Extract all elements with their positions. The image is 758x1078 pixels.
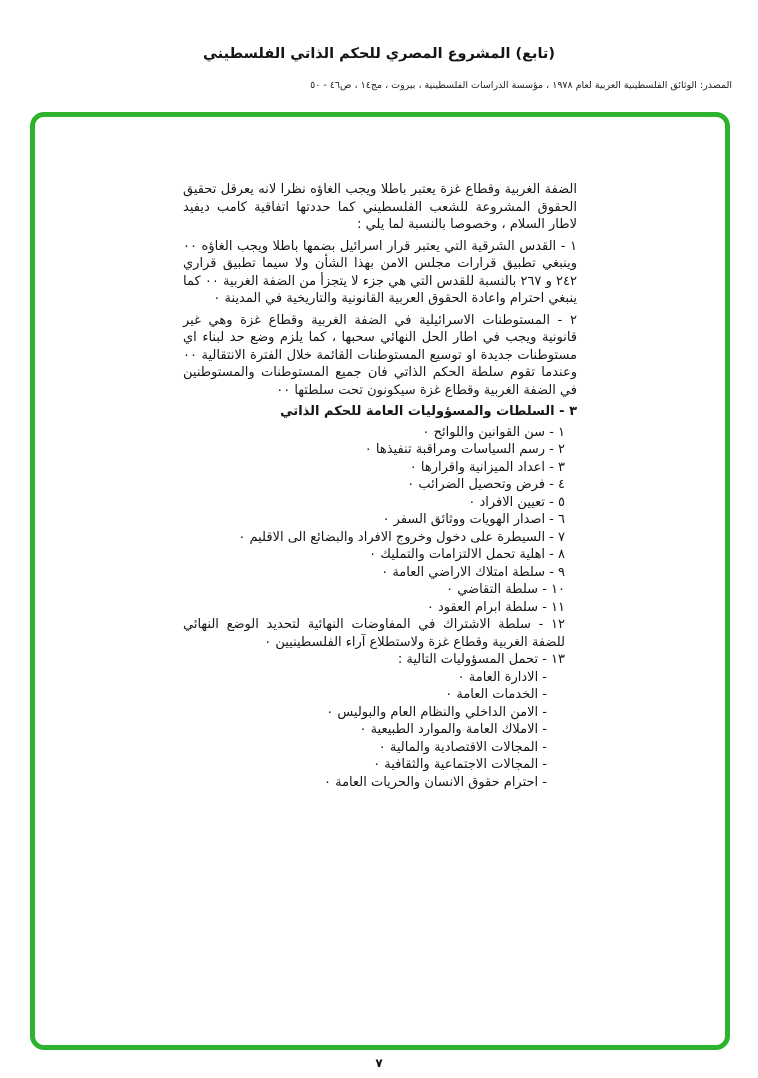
text-block: - الخدمات العامة ٠ <box>445 687 547 702</box>
text-block: ٤ - فرض وتحصيل الضرائب ٠ <box>407 477 565 492</box>
document-frame <box>30 112 730 1050</box>
section-heading: ٣ - السلطات والمسؤوليات العامة للحكم الذاتي <box>280 404 577 419</box>
text-block: ١٠ - سلطة التقاضي ٠ <box>446 582 565 597</box>
source-citation: المصدر: الوثائق الفلسطينية العربية لعام ١٩٧٨ ، مؤسسة الدراسات الفلسطينية ، بيروت ، مج١٤ ، ص٤٦ - ٥٠ <box>310 80 732 91</box>
text-block: ٨ - اهلية تحمل الالتزامات والتمليك ٠ <box>369 547 565 562</box>
text-block: ٢ - المستوطنات الاسرائيلية في الضفة الغربية وقطاع غزة وهي غير قانونية ويجب في اطار الحل النهائي سحبها ، كما يلزم وضع حد لبناء اي مستوطنات جديدة او توسيع المستوطنات القائمة خلال الفترة الانتقالية ٠٠ وعندما تقوم سلطة الحكم الذاتي فان جميع المستوطنات والمستوطنين في الضفة الغربية وقطاع غزة سيكونون تحت سلطتها ٠٠ <box>183 312 577 398</box>
text-block: ١١ - سلطة ابرام العقود ٠ <box>426 599 565 615</box>
text-block: - احترام حقوق الانسان والحريات العامة ٠ <box>323 774 547 790</box>
text-block: ٩ - سلطة امتلاك الاراضي العامة ٠ <box>381 564 565 580</box>
text-block: ١ - سن القوانين واللوائح ٠ <box>422 424 565 440</box>
page-number: ٧ <box>375 1056 383 1070</box>
text-block: ٣ - اعداد الميزانية واقرارها ٠ <box>409 459 565 475</box>
text-block: - المجالات الاجتماعية والثقافية ٠ <box>373 757 547 772</box>
text-block: ١ - القدس الشرقية التي يعتبر قرار اسرائيل بضمها باطلا ويجب الغاؤه ٠٠ وينبغي تطبيق قرارات مجلس الامن بهذا الشأن ولا سيما تطبيق قراري ٢٤٢ و ٢٦٧ بالنسبة للقدس التي هي جزء لا يتجزأ من الضفة الغربية ٠٠ كما ينبغي احترام واعادة الحقوق العربية القانونية والتاريخية في المدينة ٠ <box>183 238 577 306</box>
text-block: الضفة الغربية وقطاع غزة يعتبر باطلا ويجب الغاؤه نظرا لانه يعرقل تحقيق الحقوق المشروعة للشعب الفلسطيني كما حددتها اتفاقية كامب ديفيد لاطار السلام ، وخصوصا بالنسبة لما يلي : <box>183 182 577 232</box>
text-block: - الامن الداخلي والنظام العام والبوليس ٠ <box>326 704 547 720</box>
document-body <box>183 181 577 791</box>
text-block: ١٣ - تحمل المسؤوليات التالية : <box>397 652 565 667</box>
text-block: ١٢ - سلطة الاشتراك في المفاوضات النهائية لتحديد الوضع النهائي للضفة الغربية وقطاع غزة ولاستطلاع آراء الفلسطينيين ٠ <box>183 617 565 650</box>
text-block: - المجالات الاقتصادية والمالية ٠ <box>378 739 547 755</box>
text-block: - الادارة العامة ٠ <box>457 669 547 685</box>
text-block: ٧ - السيطرة على دخول وخروج الافراد والبضائع الى الاقليم ٠ <box>238 529 565 545</box>
text-block: ٦ - اصدار الهويات ووثائق السفر ٠ <box>382 512 565 527</box>
text-block: - الاملاك العامة والموارد الطبيعية ٠ <box>359 722 547 737</box>
page-title: (تابع) المشروع المصري للحكم الذاتي الفلسطيني <box>203 46 555 62</box>
text-block: ٥ - تعيين الافراد ٠ <box>468 494 565 510</box>
text-block: ٢ - رسم السياسات ومراقبة تنفيذها ٠ <box>364 442 565 457</box>
